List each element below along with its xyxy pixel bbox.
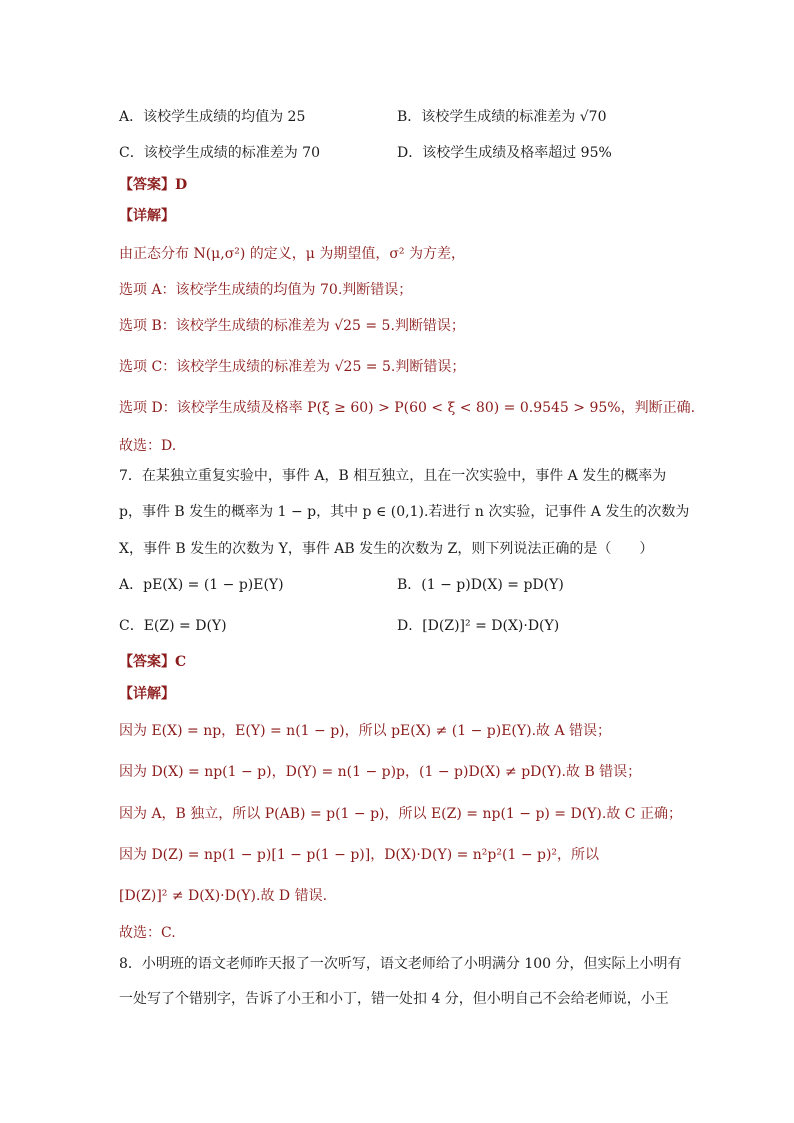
q7-stem-line-1: 7．在某独立重复实验中，事件 A，B 相互独立，且在一次实验中，事件 A 发生的概率为 (119, 468, 667, 484)
q6-answer: 【答案】D (119, 177, 188, 193)
q6-detail-line-1: 由正态分布 N(μ,σ²) 的定义，μ 为期望值，σ² 为方差， (119, 246, 465, 262)
q6-detail-line-3: 选项 B：该校学生成绩的标准差为 √25 = 5.判断错误； (119, 318, 465, 334)
q7-detail-line-3: 因为 A，B 独立，所以 P(AB) = p(1 − p)，所以 E(Z) = np(1 − p) = D(Y).故 C 正确； (119, 806, 682, 822)
q7-option-b: B．(1 − p)D(X) = pD(Y) (397, 577, 564, 593)
q8-stem-line-1: 8．小明班的语文老师昨天报了一次听写，语文老师给了小明满分 100 分，但实际上小明有 (119, 956, 682, 972)
q7-answer: 【答案】C (119, 654, 187, 670)
q7-option-a: A．pE(X) = (1 − p)E(Y) (119, 577, 284, 593)
q6-option-d: D．该校学生成绩及格率超过 95% (397, 145, 612, 161)
q6-option-b: B．该校学生成绩的标准差为 √70 (397, 109, 607, 125)
q6-detail-line-4: 选项 C：该校学生成绩的标准差为 √25 = 5.判断错误； (119, 359, 466, 375)
q7-option-d: D．[D(Z)]² = D(X)·D(Y) (397, 618, 560, 634)
q6-detail-heading: 【详解】 (119, 208, 175, 224)
q7-detail-line-4: 因为 D(Z) = np(1 − p)[1 − p(1 − p)]，D(X)·D(Y) = n²p²(1 − p)²，所以 (119, 847, 600, 863)
q8-stem-line-2: 一处写了个错别字，告诉了小王和小丁，错一处扣 4 分，但小明自己不会给老师说，小王 (119, 991, 669, 1007)
q7-conclusion: 故选：C. (119, 925, 176, 941)
q7-option-c: C．E(Z) = D(Y) (119, 618, 227, 634)
q6-option-a: A．该校学生成绩的均值为 25 (119, 109, 306, 125)
q7-stem-line-3: X，事件 B 发生的次数为 Y，事件 AB 发生的次数为 Z，则下列说法正确的是（ ） (119, 541, 654, 557)
q7-detail-line-5: [D(Z)]² ≠ D(X)·D(Y).故 D 错误. (119, 888, 328, 904)
q6-conclusion: 故选：D. (119, 438, 177, 454)
q7-detail-heading: 【详解】 (119, 686, 175, 702)
q6-detail-line-2: 选项 A：该校学生成绩的均值为 70.判断错误； (119, 282, 413, 298)
q7-detail-line-1: 因为 E(X) = np，E(Y) = n(1 − p)，所以 pE(X) ≠ (1 − p)E(Y).故 A 错误； (119, 723, 612, 739)
q7-detail-line-2: 因为 D(X) = np(1 − p)，D(Y) = n(1 − p)p，(1 − p)D(X) ≠ pD(Y).故 B 错误； (119, 764, 642, 780)
q6-option-c: C．该校学生成绩的标准差为 70 (119, 145, 320, 161)
q6-detail-line-5: 选项 D：该校学生成绩及格率 P(ξ ≥ 60) > P(60 < ξ < 80) = 0.9545 > 95%，判断正确. (119, 400, 696, 416)
q7-stem-line-2: p，事件 B 发生的概率为 1 − p，其中 p ∈ (0,1).若进行 n 次实验，记事件 A 发生的次数为 (119, 504, 690, 520)
